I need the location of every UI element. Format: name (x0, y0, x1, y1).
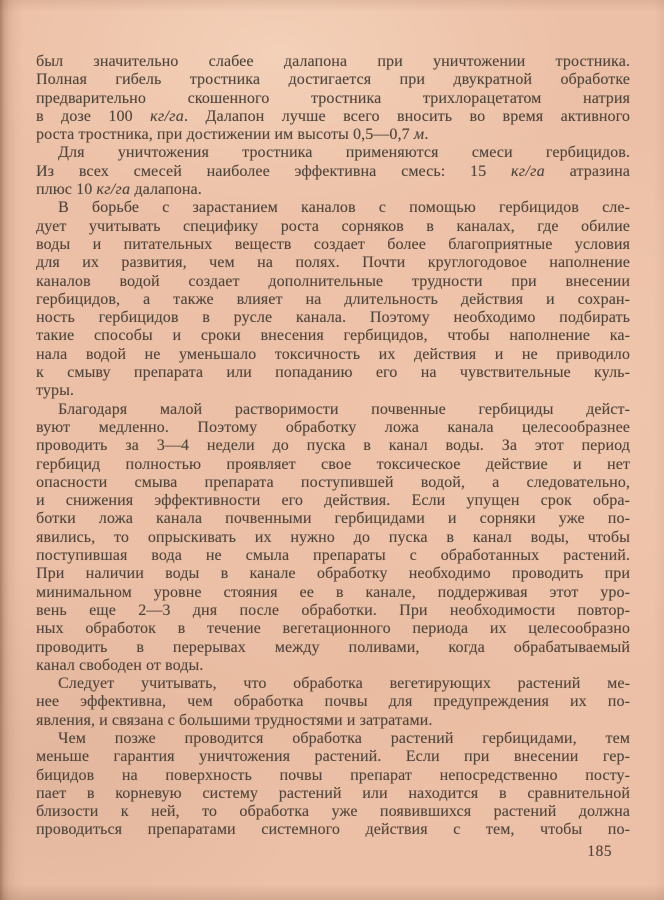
text-line: вуют медленно. Поэтому обработку ложа канала целесообразнее (36, 418, 630, 436)
text-line: к смыву препарата или попаданию его на чувствительные куль- (36, 364, 630, 382)
text-line: предварительно скошенного тростника трихлорацетатом натрия (36, 89, 630, 107)
text-line: явления, и связана с большими трудностями и затратами. (36, 711, 433, 729)
text-line: плюс 10 кг/га далапона. (36, 181, 202, 199)
text-line: туры. (36, 382, 75, 400)
text-line: дует учитывать специфику роста сорняков в каналах, где обилие (36, 217, 630, 235)
text-line: каналов водой создает дополнительные трудности при внесении (36, 272, 630, 290)
text-line: Благодаря малой растворимости почвенные гербициды дейст- (58, 400, 630, 418)
text-line: нала водой не уменьшало токсичность их действия и не приводило (36, 345, 630, 363)
paragraph (36, 675, 630, 730)
text-line: роста тростника, при достижении им высоты 0,5—0,7 м. (36, 126, 429, 144)
text-line: нее эффективна, чем обработка почвы для предупреждения их по- (36, 693, 630, 711)
paragraph (36, 730, 630, 840)
page-number: 185 (587, 843, 612, 860)
text-line: проводить в перерывах между поливами, когда обрабатываемый (36, 638, 630, 656)
text-line: Полная гибель тростника достигается при двукратной обработке (36, 71, 630, 89)
text-line: меньше гарантия уничтожения растений. Если при внесении гер- (36, 748, 630, 766)
text-line: близости к ней, то обработка уже появившихся растений должна (36, 803, 630, 821)
text-line: проводить за 3—4 недели до пуска в канал воды. За этот период (36, 437, 630, 455)
text-line: ность гербицидов в русле канала. Поэтому необходимо подбирать (36, 309, 630, 327)
text-line: гербицид полностью проявляет свое токсическое действие и нет (36, 455, 630, 473)
text-line: Чем позже проводится обработка растений гербицидами, тем (58, 729, 630, 747)
text-line: был значительно слабее далапона при уничтожении тростника. (36, 53, 630, 70)
text-line: и снижения эффективности его действия. Если упущен срок обра- (36, 492, 630, 510)
paragraph (36, 144, 630, 199)
text-line: явились, то опрыскивать их нужно до пуска в канал воды, чтобы (36, 528, 630, 546)
text-line: воды и питательных веществ создает более благоприятные условия (36, 235, 630, 253)
text-line: в дозе 100 кг/га. Далапон лучше всего вносить во время активного (36, 107, 630, 125)
text-line: опасности смыва препарата поступившей водой, а следовательно, (36, 473, 630, 491)
paragraph (36, 401, 630, 675)
text-line: При наличии воды в канале обработку необходимо проводить при (36, 565, 630, 583)
text-line: минимальном уровне стояния ее в канале, поддерживая этот уро- (36, 583, 630, 601)
text-line: пает в корневую систему растений или находится в сравнительной (36, 784, 630, 802)
text-line: гербицидов, а также влияет на длительность действия и сохран- (36, 290, 630, 308)
text-line: канал свободен от воды. (36, 656, 204, 674)
text-line: такие способы и сроки внесения гербицидов, чтобы наполнение ка- (36, 327, 630, 345)
text-line: ных обработок в течение вегетационного периода их целесообразно (36, 620, 630, 638)
text-line: для их развития, чем на полях. Почти круглогодовое наполнение (36, 254, 630, 272)
text-line: Из всех смесей наиболее эффективна смесь: 15 кг/га атразина (36, 162, 630, 180)
page-text (36, 53, 630, 840)
text-line: ботки ложа канала почвенными гербицидами и сорняки уже по- (36, 510, 630, 528)
text-line: Для уничтожения тростника применяются смеси гербицидов. (58, 144, 630, 162)
text-line: поступившая вода не смыла препараты с обработанных растений. (36, 547, 630, 565)
paragraph (36, 199, 630, 400)
text-line: бицидов на поверхность почвы препарат непосредственно посту- (36, 766, 630, 784)
text-line: проводиться препаратами системного действия с тем, чтобы по- (36, 821, 630, 839)
text-line: Следует учитывать, что обработка вегетирующих растений ме- (58, 675, 630, 693)
paragraph (36, 53, 630, 144)
text-line: вень еще 2—3 дня после обработки. При необходимости повтор- (36, 601, 630, 619)
text-line: В борьбе с зарастанием каналов с помощью гербицидов сле- (58, 199, 630, 217)
